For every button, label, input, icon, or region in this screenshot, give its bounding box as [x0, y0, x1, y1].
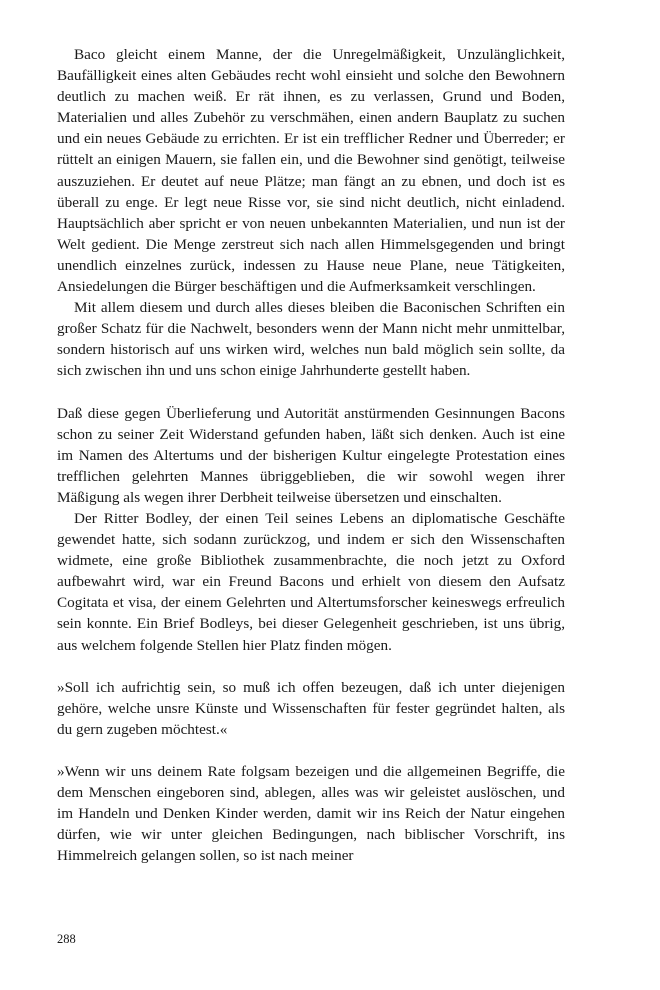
- paragraph-bodley: Der Ritter Bodley, der einen Teil seines Lebens an diplomatische Geschäfte gewendet hatte, sich sodann zurückzog, und indem er sich den Wissenschaften widmete, eine große Bibliothek zusammenbrachte, die noch jetzt zu Oxford aufbewahrt wird, war ein Freund Bacons und erhielt von diesem den Aufsatz Cogitata et visa, der einem Gelehrten und Altertumsforscher keineswegs erfreulich sein konnte. Ein Brief Bodleys, bei dieser Gelegenheit geschrieben, ist uns übrig, aus welchem folgende Stellen hier Platz finden mögen.: [57, 509, 565, 654]
- quote-paragraph-1: »Soll ich aufrichtig sein, so muß ich offen bezeugen, daß ich unter diejenigen gehöre, welche unsre Künste und Wissenschaften für fester gegründet halten, als du gern zugeben möchtest.«: [57, 678, 565, 738]
- quote-paragraph-2: »Wenn wir uns deinem Rate folgsam bezeigen und die allgemeinen Begriffe, die dem Menschen eingeboren sind, ablegen, alles was wir geleistet auslöschen, und im Handeln und Denken Kinder werden, damit wir ins Reich der Natur eingehen dürfen, wie wir unter gleichen Bedingungen, nach biblischer Vorschrift, ins Himmelreich gelangen sollen, so ist nach meiner: [57, 762, 565, 865]
- paragraph-baconian-writings: Mit allem diesem und durch alles dieses bleiben die Baconischen Schriften ein großer Schatz für die Nachwelt, besonders wenn der Mann nicht mehr unmittelbar, sondern historisch auf uns wirken wird, welches nun bald möglich sein sollte, da sich zwischen ihn und uns schon einige Jahrhunderte gestellt haben.: [57, 299, 565, 380]
- body-text: [57, 44, 565, 866]
- paragraph-baco-building: Baco gleicht einem Manne, der die Unregelmäßigkeit, Unzulänglichkeit, Baufälligkeit eines alten Gebäudes recht wohl einsieht und solche den Bewohnern deutlich zu machen weiß. Er rät ihnen, es zu verlassen, Grund und Boden, Materialien und alles Zubehör zu verschmähen, einen andern Bauplatz zu suchen und ein neues Gebäude zu errichten. Er ist ein trefflicher Redner und Überreder; er rüttelt an einigen Mauern, sie fallen ein, und die Bewohner sind genötigt, teilweise auszuziehen. Er deutet auf neue Plätze; man fängt an zu ebnen, und doch ist es überall zu enge. Er legt neue Risse vor, sie sind nicht deutlich, nicht einladend. Hauptsächlich aber spricht er von neuen unbekannten Materialien, und nun ist der Welt gedient. Die Menge zerstreut sich nach allen Himmelsgegenden und bringt unendlich einzelnes zurück, indessen zu Hause neue Plane, neue Tätigkeiten, Ansiedelungen die Bürger beschäftigen und die Aufmerksamkeit verschlingen.: [57, 46, 565, 296]
- paragraph-resistance: Daß diese gegen Überlieferung und Autorität anstürmenden Gesinnungen Bacons schon zu seiner Zeit Widerstand gefunden haben, läßt sich denken. Auch ist eine im Namen des Altertums und der bisherigen Kultur eingelegte Protestation eines trefflichen gelehrten Mannes übriggeblieben, die wir sowohl wegen ihrer Mäßigung als wegen ihrer Derbheit teilweise übersetzen und einschalten.: [57, 404, 565, 506]
- page-number: 288: [57, 932, 76, 946]
